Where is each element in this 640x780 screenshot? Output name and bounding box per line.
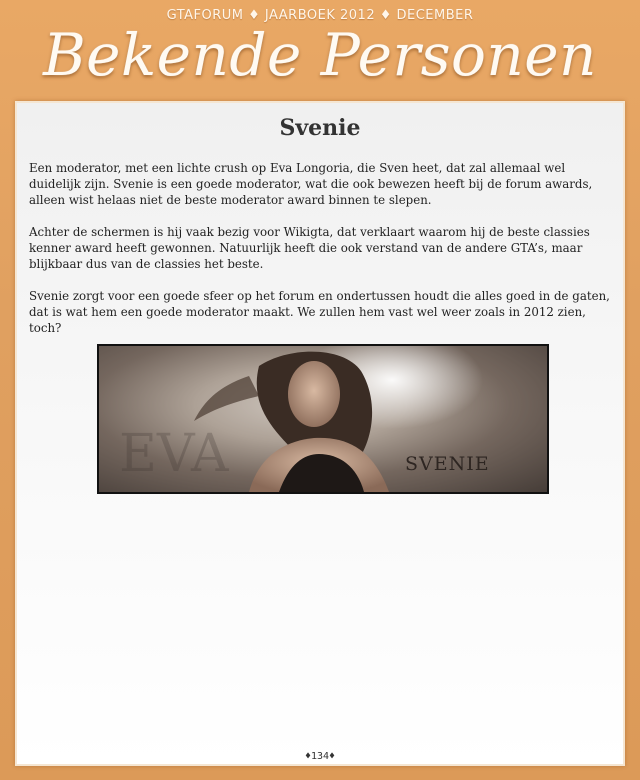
page-number: ♦134♦ bbox=[304, 751, 336, 762]
banner-watermark: EVA bbox=[119, 424, 229, 484]
signature-banner-image bbox=[97, 344, 549, 494]
yearbook-subtitle: GTAFORUM ♦ JAARBOEK 2012 ♦ DECEMBER bbox=[166, 8, 474, 23]
article-body bbox=[29, 160, 615, 352]
paragraph: Svenie zorgt voor een goede sfeer op het forum en ondertussen houdt die alles goed in de gaten, dat is wat hem een goede moderator maakt. We zullen hem vast wel weer zoals in 2012 zien, toch? bbox=[29, 289, 610, 335]
content-panel bbox=[15, 101, 625, 766]
paragraph: Een moderator, met een lichte crush op Eva Longoria, die Sven heet, dat zal allemaal wel duidelijk zijn. Svenie is een goede moderator, wat die ook bewezen heeft bij de forum awards, alleen wist helaas niet de beste moderator award binnen te slepen. bbox=[29, 161, 593, 207]
paragraph: Achter de schermen is hij vaak bezig voor Wikigta, dat verklaart waarom hij de beste classies kenner award heeft gewonnen. Natuurlijk heeft die ook verstand van de andere GTA’s, maar blijkbaar dus van de classies het beste. bbox=[29, 225, 590, 271]
banner-caption: SVENIE bbox=[405, 453, 490, 475]
banner-artwork bbox=[99, 346, 547, 492]
article-heading: Svenie bbox=[279, 115, 361, 141]
page-title: Bekende Personen bbox=[43, 21, 597, 89]
